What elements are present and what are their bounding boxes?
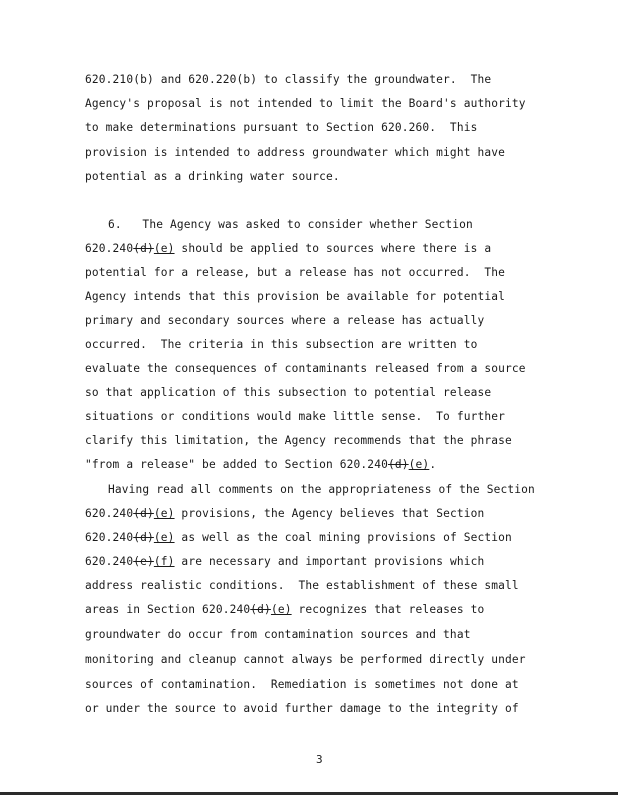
text-line: occurred. The criteria in this subsection are written to [85, 338, 478, 351]
deleted-text: (d) [250, 603, 271, 616]
deleted-text: (e) [133, 555, 154, 568]
text-line: situations or conditions would make little sense. To further [85, 410, 506, 423]
text-line: Agency intends that this provision be available for potential [85, 290, 506, 303]
inserted-text: (f) [153, 555, 175, 568]
text-line: provision is intended to address groundwater which might have [85, 146, 506, 159]
text-line: Having read all comments on the appropriateness of the Section [108, 483, 535, 496]
text-line: potential for a release, but a release has not occurred. The [85, 266, 506, 279]
text-line: 620.240(d)(e) provisions, the Agency believes that Section [85, 507, 485, 520]
text-line: sources of contamination. Remediation is sometimes not done at [85, 678, 519, 691]
text-line: evaluate the consequences of contaminants released from a source [85, 362, 526, 375]
text-line: potential as a drinking water source. [85, 170, 340, 183]
deleted-text: (d) [387, 458, 409, 471]
text-line: so that application of this subsection to potential release [85, 386, 492, 399]
text-line: areas in Section 620.240(d)(e) recognizes that releases to [85, 603, 485, 616]
text-line: 620.240(d)(e) should be applied to sources where there is a [85, 242, 492, 255]
bottom-edge-rule [0, 792, 618, 795]
deleted-text: (d) [133, 507, 154, 520]
inserted-text: (e) [153, 242, 175, 255]
text-line: or under the source to avoid further damage to the integrity of [85, 702, 519, 715]
text-line: 620.240(e)(f) are necessary and important provisions which [85, 555, 485, 568]
inserted-text: (e) [270, 603, 292, 616]
text-line: groundwater do occur from contamination sources and that [85, 628, 471, 641]
text-line: primary and secondary sources where a release has actually [85, 314, 485, 327]
deleted-text: (d) [133, 531, 154, 544]
item-6-heading-line: 6. The Agency was asked to consider whether Section [108, 218, 473, 231]
text-line: 620.210(b) and 620.220(b) to classify the groundwater. The [85, 73, 492, 86]
deleted-text: (d) [133, 242, 154, 255]
inserted-text: (e) [153, 531, 175, 544]
text-line: address realistic conditions. The establishment of these small [85, 579, 519, 592]
text-line: 620.240(d)(e) as well as the coal mining provisions of Section [85, 531, 512, 544]
text-line: Agency's proposal is not intended to limit the Board's authority [85, 97, 526, 110]
text-line: monitoring and cleanup cannot always be performed directly under [85, 653, 526, 666]
page-number: 3 [316, 753, 323, 766]
text-line: "from a release" be added to Section 620.240(d)(e). [85, 458, 437, 471]
inserted-text: (e) [153, 507, 175, 520]
inserted-text: (e) [408, 458, 430, 471]
text-line: clarify this limitation, the Agency recommends that the phrase [85, 434, 512, 447]
text-line: to make determinations pursuant to Section 620.260. This [85, 121, 478, 134]
